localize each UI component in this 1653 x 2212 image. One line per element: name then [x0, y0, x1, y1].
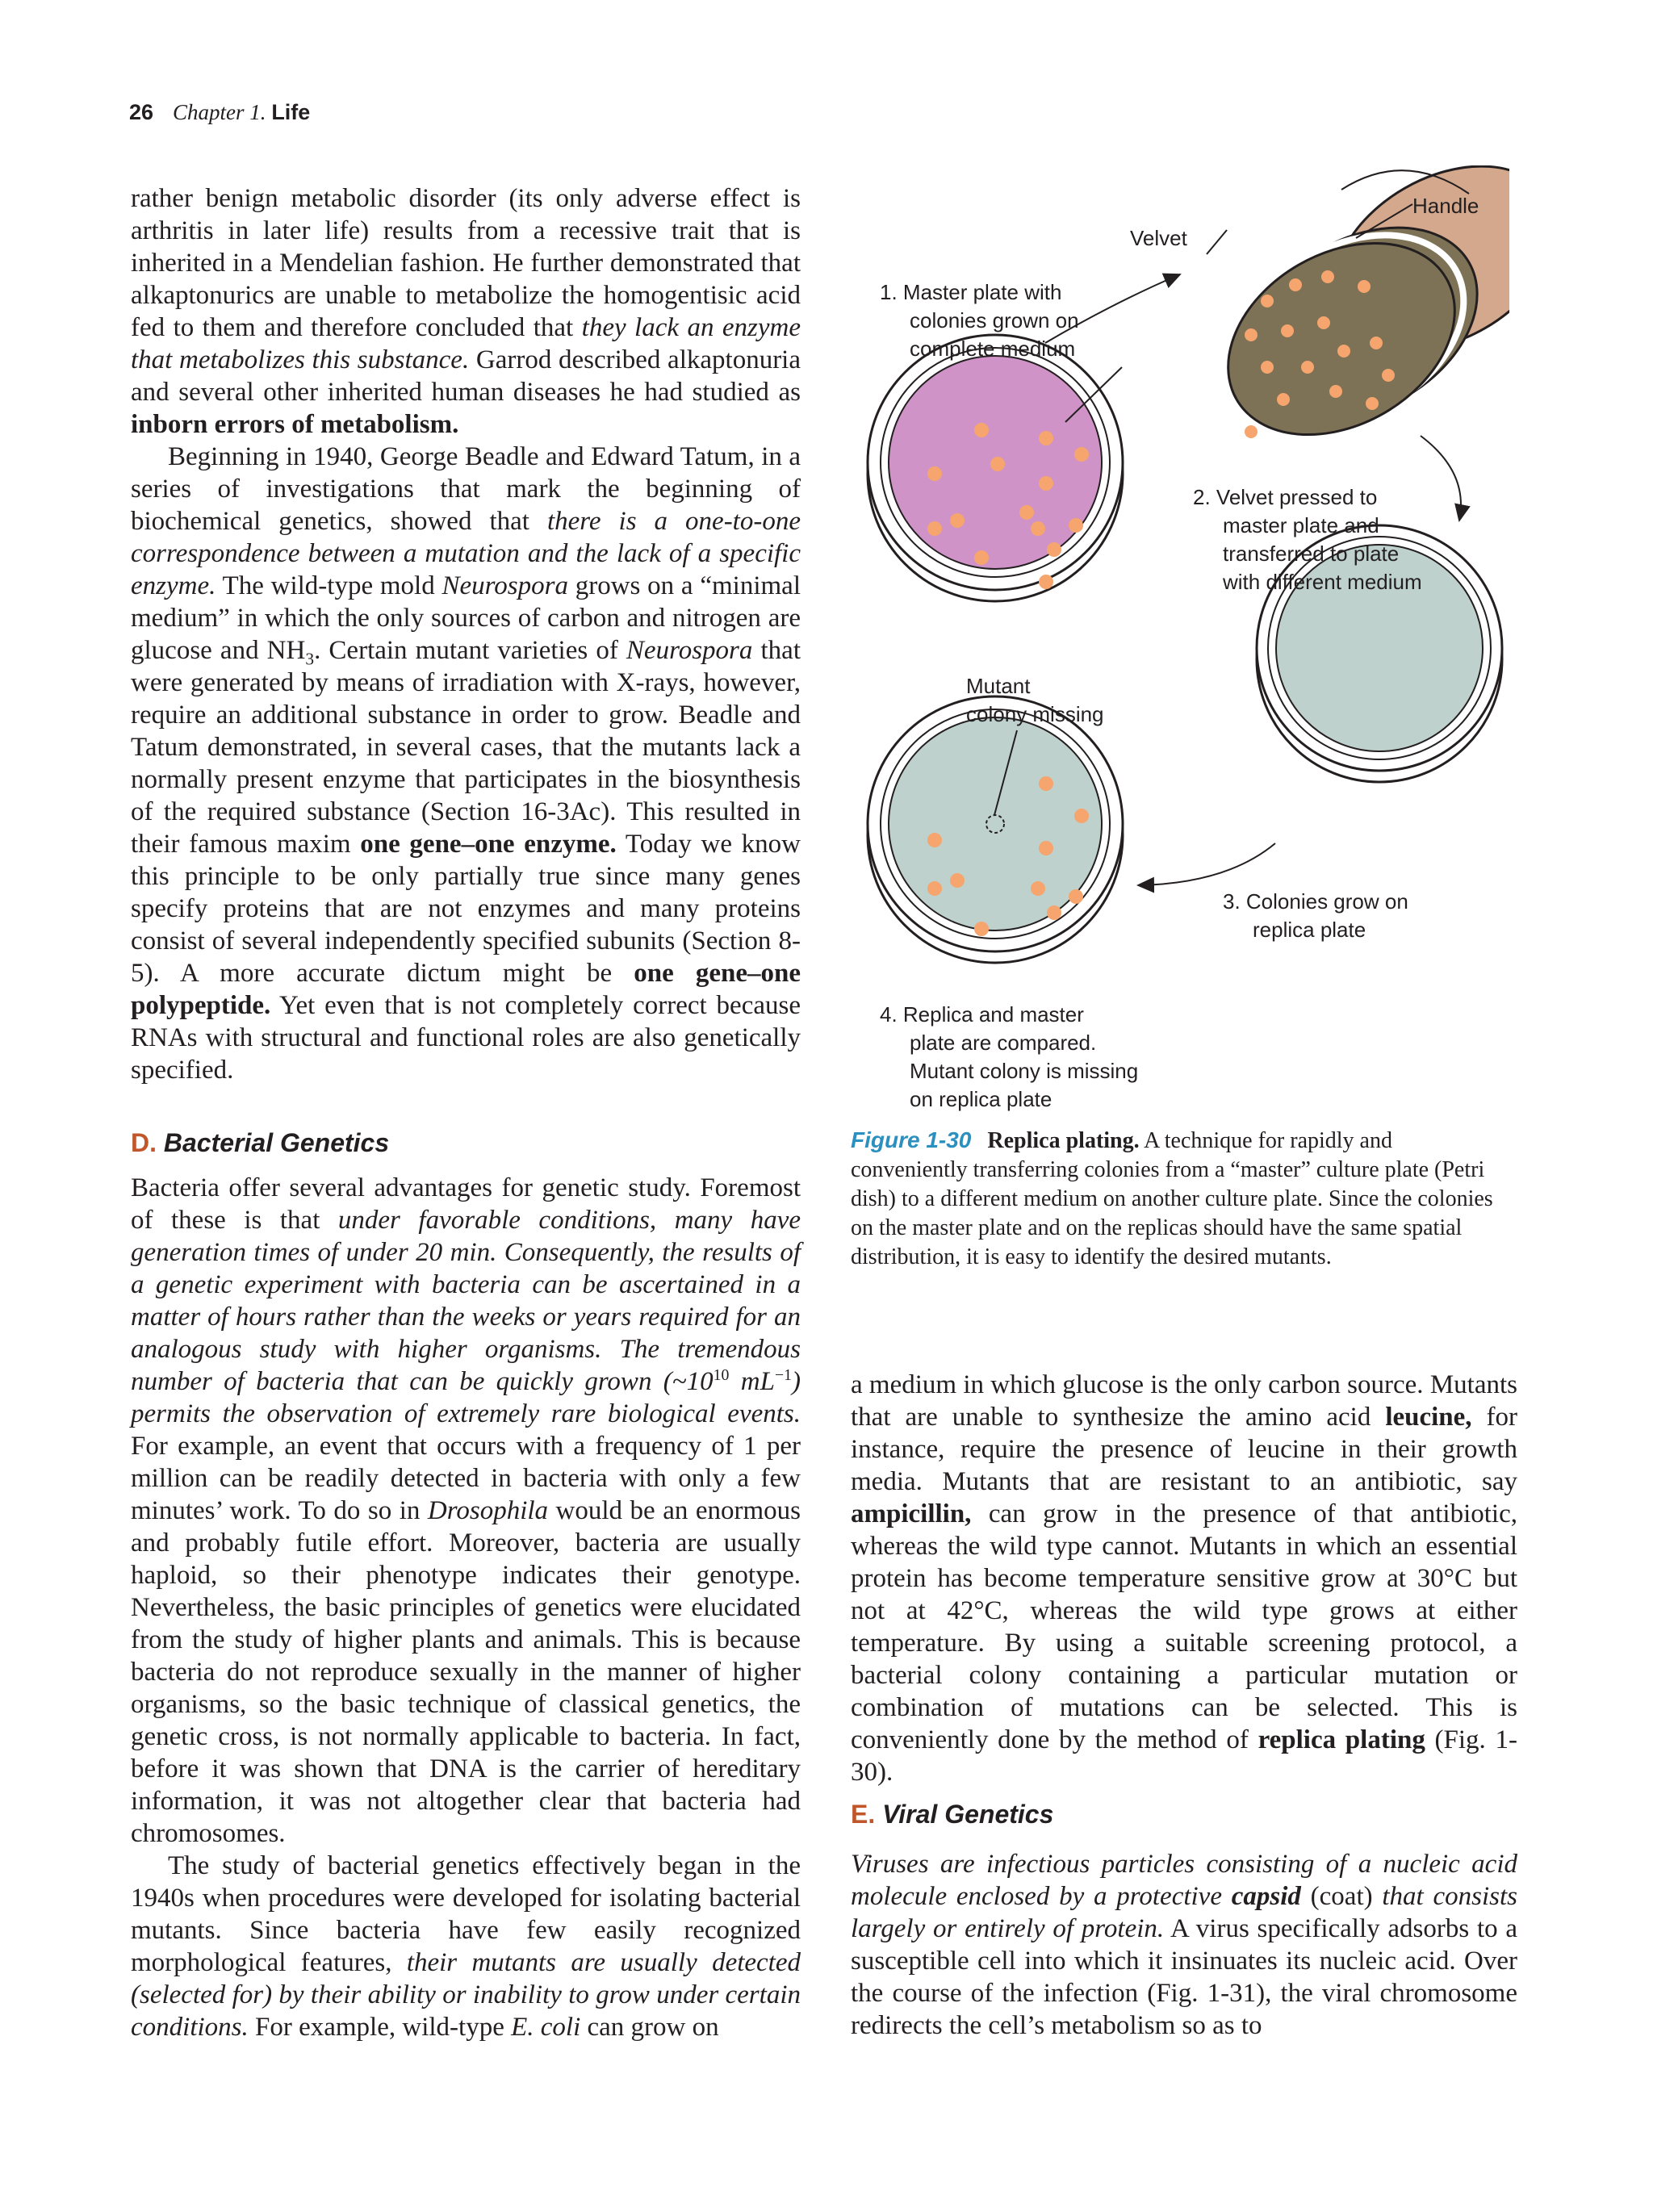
chapter-label: Chapter 1. — [173, 100, 266, 124]
colony — [1261, 361, 1274, 374]
colony — [1382, 369, 1395, 382]
paragraph: Bacteria offer several advantages for genetic study. Foremost of these is that under favorable conditions, many have generation times of under 20 min. Consequently, the results of a genetic experiment with bacteria can be ascertained in a matter of hours rather than the weeks or years required for an analogous study with higher organisms. The tremendous number of bacteria that can be quickly grown ($\sim 10^{10}$ $mL^{-1}$) permits the observation of extremely rare biological events. For example, an event that occurs with a frequency of 1 per million can be readily detected in bacteria with only a few minutes’ work. To do so in Drosophila would be an enormous and probably futile effort. Moreover, bacteria are usually haploid, so their phenotype indicates their genotype. Nevertheless, the basic principles of genetics were elucidated from the study of higher plants and animals. This is because bacteria do not reproduce sexually in the manner of higher organisms, so the basic technique of classical genetics, the genetic cross, is not normally applicable to bacteria. In fact, before it was shown that DNA is the carrier of hereditary information, it was not altogether clear that bacteria had chromosomes. — [131, 1173, 801, 1848]
figure-number: Figure 1-30 — [851, 1127, 972, 1152]
page-number: 26 — [129, 100, 154, 124]
label-step-3: 3. Colonies grow on replica plate — [1223, 889, 1408, 942]
colony — [950, 513, 965, 528]
colony — [1261, 295, 1274, 307]
colony — [927, 521, 942, 536]
colony — [1245, 425, 1258, 438]
colony — [1031, 881, 1045, 896]
colony — [1370, 337, 1383, 349]
colony — [1301, 361, 1314, 374]
label-step-2: 2. Velvet pressed to master plate and transferred to plate with different medium — [1193, 485, 1422, 594]
colony — [1321, 270, 1334, 283]
paragraph: Viruses are infectious particles consisting of a nucleic acid molecule enclosed by a protective capsid (coat) that consists largely or entirely of protein. A virus specifically adsorbs to a susceptible cell into which it insinuates its nucleic acid. Over the course of the infection (Fig. 1-31), the viral chromosome redirects the cell’s metabolism so as to — [851, 1850, 1517, 2040]
colony — [1074, 809, 1089, 823]
colony — [1031, 521, 1045, 536]
label-mutant: Mutant colony missing — [966, 674, 1104, 726]
section-heading-e: E. Viral Genetics — [851, 1800, 1054, 1829]
colony — [1039, 476, 1053, 491]
figure-caption: Figure 1-30 Replica plating. A technique for rapidly and conveniently transferring colonies from a “master” culture plate (Petri dish) to a different medium on another culture plate. Since the colonies on the master plate and on the replicas should have the same spatial distribution, it is easy to identify the desired mutants. — [851, 1127, 1493, 1269]
section-heading-d: D. Bacterial Genetics — [131, 1128, 390, 1157]
colony — [1358, 280, 1371, 293]
left-column-top — [131, 182, 801, 1086]
colony — [950, 873, 965, 888]
colony — [1277, 393, 1290, 406]
colony — [1069, 889, 1083, 904]
right-column-text — [851, 1369, 1517, 1788]
colony — [1039, 575, 1053, 589]
paragraph: Beginning in 1940, George Beadle and Edward Tatum, in a series of investigations that mark the beginning of biochemical genetics, showed that there is a one-to-one correspondence between a mutation and the lack of a specific enzyme. The wild-type mold Neurospora grows on a “minimal medium” in which the only sources of carbon and nitrogen are glucose and $NH_3$. Certain mutant varieties of Neurospora that were generated by means of irradiation with X-rays, however, require an additional substance in order to grow. Beadle and Tatum demonstrated, in several cases, that the mutants lack a normally present enzyme that participates in the biosynthesis of the required substance (Section 16-3Ac). This resulted in their famous maxim one gene–one enzyme. Today we know this principle to be only partially true since many genes specify proteins that are not enzymes and many proteins consist of several independently specified subunits (Section 8-5). A more accurate dictum might be one gene–one polypeptide. Yet even that is not completely correct because RNAs with structural and functional roles are also genetically specified. — [131, 442, 801, 1085]
colony — [1281, 324, 1294, 337]
left-column-bottom — [131, 1172, 801, 2043]
colony — [990, 457, 1005, 471]
label-step-4: 4. Replica and master plate are compared. Mutant colony is missing on replica plate — [880, 1002, 1139, 1111]
colony — [927, 833, 942, 847]
compared-plate — [868, 696, 1123, 963]
colony — [1039, 841, 1053, 855]
colony — [1047, 905, 1061, 920]
colony — [1289, 278, 1302, 291]
label-handle: Handle — [1412, 194, 1479, 218]
colony — [1245, 328, 1258, 341]
colony — [1337, 345, 1350, 358]
paragraph: a medium in which glucose is the only carbon source. Mutants that are unable to synthesize the amino acid leucine, for instance, require the presence of leucine in their growth media. Mutants that are resistant to an antibiotic, say ampicillin, can grow in the presence of that antibiotic, whereas the wild type cannot. Mutants in which an essential protein has become temperature sensitive grow at 30°C but not at 42°C, whereas the wild type grows at either temperature. By using a suitable screening protocol, a bacterial colony containing a particular mutation or combination of mutations can be selected. This is conveniently done by the method of replica plating (Fig. 1-30). — [851, 1370, 1518, 1787]
running-header — [129, 100, 310, 125]
paragraph: The study of bacterial genetics effectively began in the 1940s when procedures were developed for isolating bacterial mutants. Since bacteria have few easily recognized morphological features, their mutants are usually detected (selected for) by their ability or inability to grow under certain conditions. For example, wild-type E. coli can grow on — [131, 1851, 801, 2042]
colony — [927, 466, 942, 481]
colony — [1366, 397, 1379, 410]
label-velvet: Velvet — [1130, 226, 1187, 250]
master-plate — [868, 335, 1123, 601]
colony — [1047, 542, 1061, 557]
colony — [1039, 776, 1053, 791]
right-column-last — [851, 1848, 1517, 2042]
colony — [974, 423, 989, 437]
label-step-1: 1. Master plate with colonies grown on complete medium — [880, 280, 1079, 361]
colony — [1019, 505, 1034, 520]
paragraph: rather benign metabolic disorder (its only adverse effect is arthritis in later life) results from a recessive trait that is inherited in a Mendelian fashion. He further demonstrated that alkaptonurics are unable to metabolize the homogentisic acid fed to them and therefore concluded that they lack an enzyme that metabolizes this substance. Garrod described alkaptonuria and several other inherited human diseases he had studied as inborn errors of metabolism. — [131, 184, 801, 439]
colony — [927, 881, 942, 896]
chapter-title: Life — [271, 100, 311, 124]
colony — [1074, 447, 1089, 462]
colony — [1039, 431, 1053, 445]
colony — [974, 550, 989, 565]
colony — [1069, 518, 1083, 533]
colony — [1329, 385, 1342, 398]
colony — [974, 922, 989, 936]
colony — [1317, 316, 1330, 329]
